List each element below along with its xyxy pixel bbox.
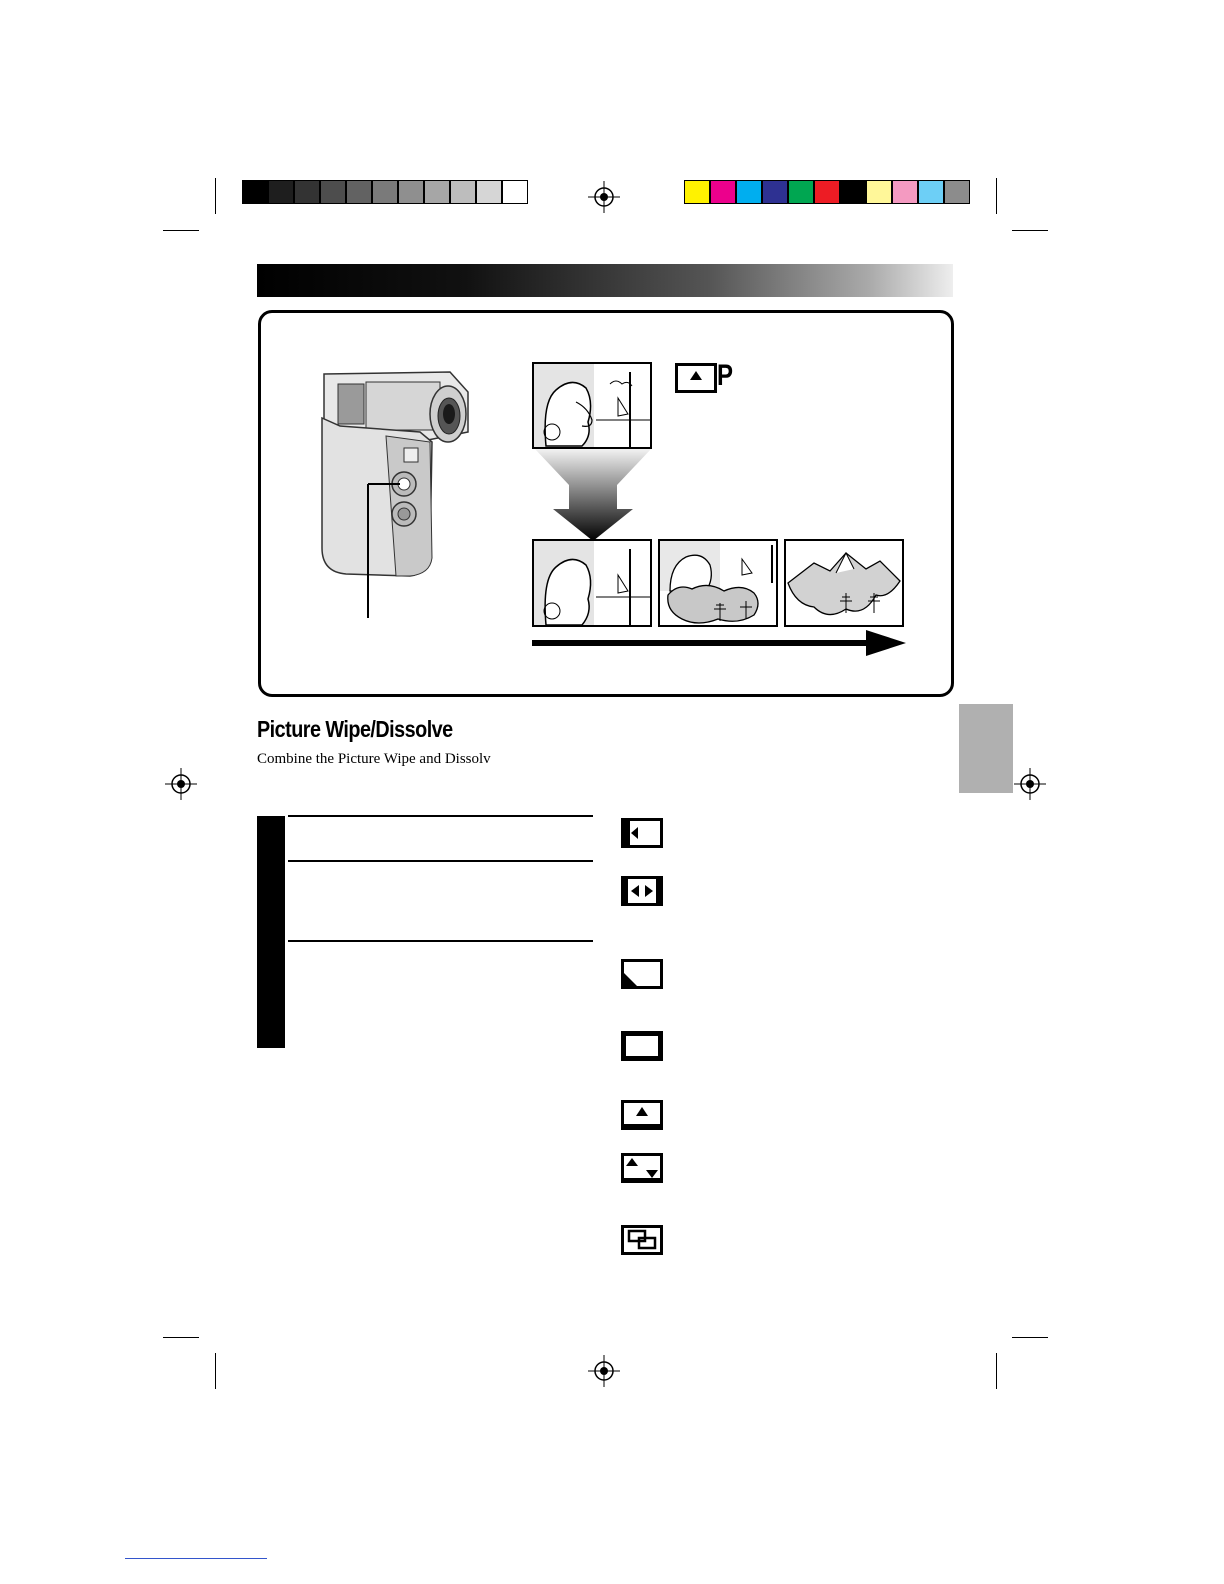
grayscale-swatch [398, 180, 424, 204]
grayscale-swatch [346, 180, 372, 204]
scene-frame-1 [532, 539, 652, 632]
wipe-box-icon [621, 1031, 663, 1061]
color-swatch [684, 180, 710, 204]
color-swatch [892, 180, 918, 204]
grayscale-swatch [450, 180, 476, 204]
section-subtitle: Combine the Picture Wipe and Dissolv [257, 751, 491, 767]
wipe-vertical-split-icon [621, 1153, 663, 1183]
side-tab [959, 704, 1013, 793]
camcorder-illustration [300, 362, 480, 627]
arrow-down-gradient-icon [535, 449, 651, 546]
color-swatch [710, 180, 736, 204]
crop-mark [1012, 230, 1048, 231]
registration-mark-left [165, 768, 197, 800]
grayscale-swatch [502, 180, 528, 204]
crop-mark [163, 230, 199, 231]
scene-frame-3 [784, 539, 904, 632]
step-bar [257, 816, 285, 1048]
grayscale-swatch [372, 180, 398, 204]
color-swatch [736, 180, 762, 204]
grayscale-swatch [424, 180, 450, 204]
crop-mark [1012, 1337, 1048, 1338]
wipe-horizontal-split-icon [621, 876, 663, 906]
grayscale-swatch [476, 180, 502, 204]
registration-mark-bottom [588, 1355, 620, 1387]
color-swatch [814, 180, 840, 204]
registration-mark-top [588, 181, 620, 213]
header-bar [257, 264, 953, 297]
crop-mark [996, 178, 997, 214]
step-rule [288, 860, 593, 862]
wipe-left-icon [621, 818, 663, 848]
step-rule [288, 940, 593, 942]
dissolve-overlap-icon [621, 1225, 663, 1255]
crop-mark [163, 1337, 199, 1338]
scene-portrait-before [532, 362, 652, 454]
wipe-corner-icon [621, 959, 663, 989]
color-swatch [866, 180, 892, 204]
arrow-right-long-icon [532, 630, 906, 661]
crop-mark [996, 1353, 997, 1389]
color-swatch [840, 180, 866, 204]
registration-mark-right [1014, 768, 1046, 800]
crop-mark [215, 178, 216, 214]
grayscale-swatch [268, 180, 294, 204]
grayscale-swatch [294, 180, 320, 204]
scene-frame-2 [658, 539, 778, 632]
grayscale-swatch [242, 180, 268, 204]
mode-letter: P [717, 359, 734, 392]
section-title: Picture Wipe/Dissolve [257, 716, 453, 742]
wipe-up-icon [621, 1100, 663, 1130]
grayscale-swatch [320, 180, 346, 204]
footer-rule [125, 1558, 267, 1559]
color-swatch [788, 180, 814, 204]
color-swatch [918, 180, 944, 204]
crop-mark [215, 1353, 216, 1389]
color-swatch [944, 180, 970, 204]
step-rule [288, 815, 593, 817]
color-swatch [762, 180, 788, 204]
